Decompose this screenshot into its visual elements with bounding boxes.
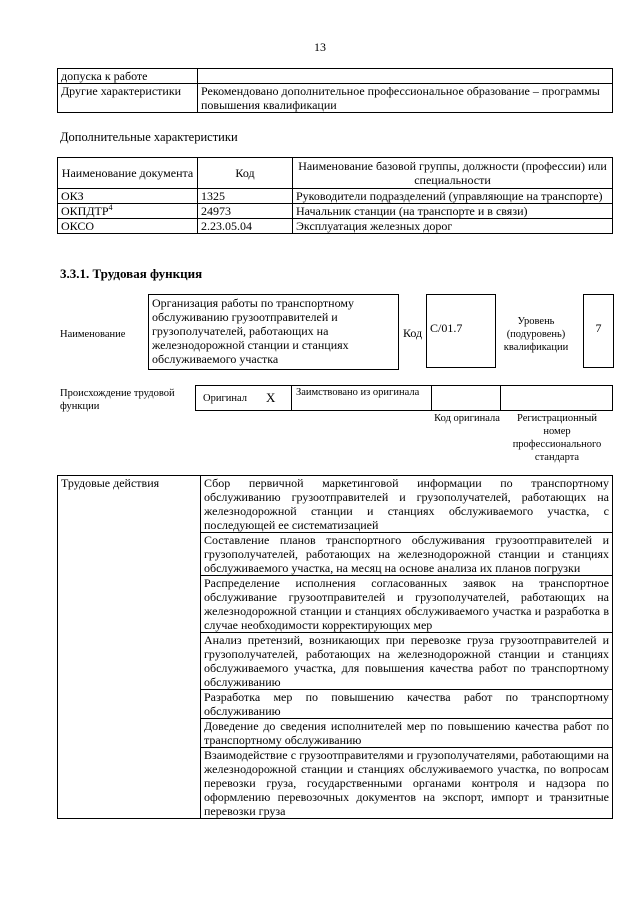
borrowed-label: Заимствовано из оригинала	[296, 387, 420, 398]
table-cell	[58, 204, 198, 219]
code-label: Код	[403, 326, 423, 340]
table-cell: допуска к работе	[58, 69, 198, 84]
table-row	[58, 476, 613, 533]
additional-characteristics-table	[57, 157, 613, 234]
page-number: 13	[314, 40, 326, 54]
doc-name: ОКЗ	[61, 189, 84, 203]
code-original-cell	[431, 385, 501, 411]
table-cell: Сбор первичной маркетинговой информации по транспортному обслуживанию грузоотправителей и грузополучателей, работающих на железнодорожной станции и станциях обслуживаемого участка, с последующей ее систематизацией	[201, 476, 613, 533]
level-box	[583, 294, 614, 368]
name-label: Наименование	[60, 329, 126, 340]
table-cell: 2.23.05.04	[198, 219, 293, 234]
original-mark: X	[266, 390, 276, 405]
table-cell: Составление планов транспортного обслуживания грузоотправителей и грузополучателей, работающих на железнодорожной станции и станциях обслуживаемого участка, на месяц на основе анализа их планов погрузки	[201, 533, 613, 576]
table-cell: Трудовые действия	[58, 476, 201, 819]
table-row	[58, 84, 613, 113]
table-header-cell: Наименование базовой группы, должности (профессии) или специальности	[293, 158, 613, 189]
borrowed-cell	[291, 385, 432, 411]
table-cell: Распределение исполнения согласованных заявок на транспортное обслуживание грузоотправителей и грузополучателей, работающих на железнодорожной станции и станциях обслуживаемого участка и разработка в случае необходимости корректирующих мер	[201, 576, 613, 633]
characteristics-table	[57, 68, 613, 113]
table-cell: Доведение до сведения исполнителей мер по повышению качества работ по транспортному обслуживанию	[201, 719, 613, 748]
code-original-label: Код оригинала	[434, 413, 500, 424]
code-box	[426, 294, 496, 368]
origin-label: Происхождение трудовой функции	[60, 388, 175, 412]
table-cell: Разработка мер по повышению качества работ по транспортному обслуживанию	[201, 690, 613, 719]
original-label: Оригинал	[203, 393, 247, 404]
doc-name: ОКПДТР	[61, 204, 109, 218]
function-name-box: Организация работы по транспортному обслуживанию грузоотправителей и грузополучателей, работающих на железнодорожной станции и станциях обслуживаемого участка	[148, 294, 399, 370]
doc-name: ОКСО	[61, 219, 95, 233]
original-cell	[195, 385, 292, 411]
table-cell: 24973	[198, 204, 293, 219]
table-header-cell: Код	[198, 158, 293, 189]
table-header-cell: Наименование документа	[58, 158, 198, 189]
table-row	[58, 69, 613, 84]
table-cell: Анализ претензий, возникающих при перевозке груза грузоотправителей и грузополучателей, работающих на железнодорожной станции и станциях обслуживаемого участка, для повышения качества работ по транспортному обслуживанию	[201, 633, 613, 690]
table-row	[58, 219, 613, 234]
table-header-row	[58, 158, 613, 189]
table-cell	[198, 69, 613, 84]
table-row	[58, 204, 613, 219]
footnote-mark: 4	[108, 203, 113, 212]
table-cell: Начальник станции (на транспорте и в связи)	[293, 204, 613, 219]
additional-characteristics-title: Дополнительные характеристики	[60, 130, 238, 144]
code-value: C/01.7	[430, 321, 463, 335]
reg-number-cell	[500, 385, 613, 411]
section-heading: 3.3.1. Трудовая функция	[60, 266, 203, 281]
reg-number-label: Регистрационный номер профессионального стандарта	[512, 413, 602, 463]
table-cell: Эксплуатация железных дорог	[293, 219, 613, 234]
table-cell	[58, 219, 198, 234]
table-cell	[58, 189, 198, 204]
level-value: 7	[595, 321, 602, 335]
table-cell: Руководители подразделений (управляющие на транспорте)	[293, 189, 613, 204]
table-cell: Другие характеристики	[58, 84, 198, 113]
table-cell: 1325	[198, 189, 293, 204]
table-row	[58, 189, 613, 204]
labor-actions-table	[57, 475, 613, 819]
level-label: Уровень (подуровень) квалификации	[503, 316, 569, 353]
table-cell: Рекомендовано дополнительное профессиональное образование – программы повышения квалификации	[198, 84, 613, 113]
table-cell: Взаимодействие с грузоотправителями и грузополучателями, работающими на железнодорожной станции и станциях обслуживаемого участка, по вопросам перевозки груза, государственными органами контроля и надзора по оформлению перевозочных документов на экспорт, импорт и транзитные перевозки груза	[201, 748, 613, 819]
